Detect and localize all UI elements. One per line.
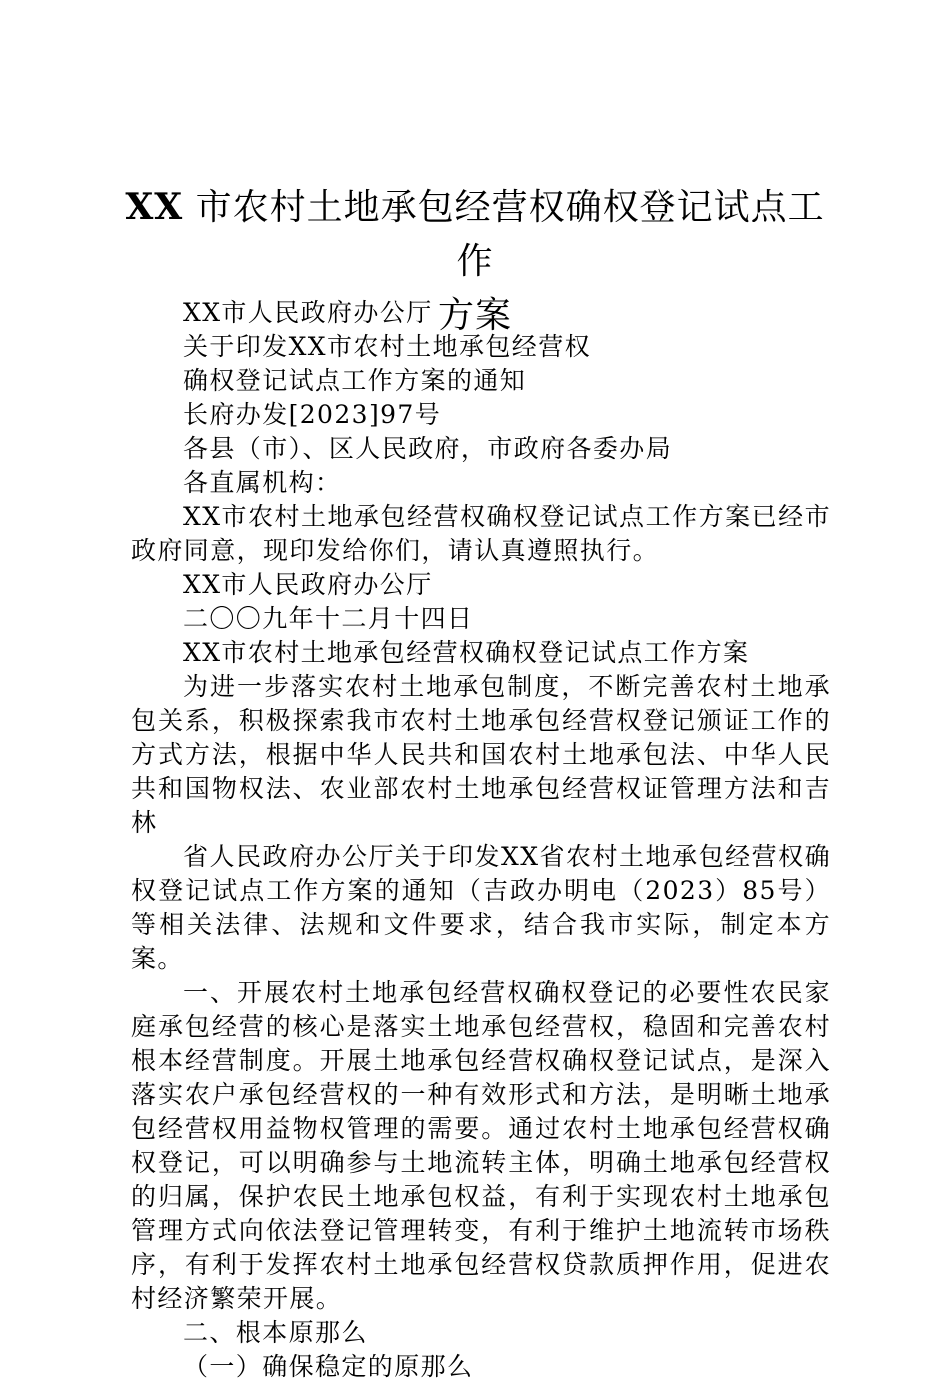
- title-line-2: 方案: [437, 295, 512, 336]
- notice-title-line-1: 关于印发XX市农村土地承包经营权: [183, 332, 591, 361]
- recipients-line-1: 各县（市）、区人民政府，市政府各委办局: [183, 434, 673, 463]
- signature-date: 二〇〇九年十二月十四日: [183, 604, 474, 633]
- section-2-heading: 二、根本原那么: [183, 1318, 368, 1347]
- plan-heading: XX市农村土地承包经营权确权登记试点工作方案: [183, 638, 750, 667]
- signature-issuer: XX市人民政府办公厅: [183, 570, 433, 599]
- intro-paragraph: 为进一步落实农村土地承包制度，不断完善农村土地承包关系，积极探索我市农村土地承包经营权登记颁证工作的方式方法，根据中华人民共和国农村土地承包法、中华人民共和国物权法、农业部农村土地承包经营权证管理方法和吉林: [131, 672, 831, 837]
- notice-body: XX市农村土地承包经营权确权登记试点工作方案已经市政府同意，现印发给你们，请认真遵照执行。: [131, 502, 831, 565]
- recipients-line-2: 各直属机构：: [183, 468, 342, 497]
- title-line-1: [120, 180, 830, 289]
- document-body: [131, 296, 831, 1384]
- title-prefix: XX: [125, 186, 184, 228]
- document-number: 长府办发[2023]97号: [183, 400, 442, 429]
- notice-title-line-2: 确权登记试点工作方案的通知: [183, 366, 527, 395]
- issuer-line: XX市人民政府办公厅: [183, 298, 433, 327]
- section-1-paragraph: 一、开展农村土地承包经营权确权登记的必要性农民家庭承包经营的核心是落实土地承包经营权，稳固和完善农村根本经营制度。开展土地承包经营权确权登记试点，是深入落实农户承包经营权的一种有效形式和方法，是明晰土地承包经营权用益物权管理的需要。通过农村土地承包经营权确权登记，可以明确参与土地流转主体，明确土地承包经营权的归属，保护农民土地承包权益，有利于实现农村土地承包管理方式向依法登记管理转变，有利于维护土地流转市场秩序，有利于发挥农村土地承包经营权贷款质押作用，促进农村经济繁荣开展。: [131, 978, 831, 1313]
- title-main: 市农村土地承包经营权确权登记试点工作: [183, 187, 825, 282]
- intro-paragraph-continued: 省人民政府办公厅关于印发XX省农村土地承包经营权确权登记试点工作方案的通知（吉政办明电（2023）85号）等相关法律、法规和文件要求，结合我市实际，制定本方案。: [131, 842, 831, 973]
- subsection-1-heading: （一）确保稳定的原那么: [183, 1352, 474, 1381]
